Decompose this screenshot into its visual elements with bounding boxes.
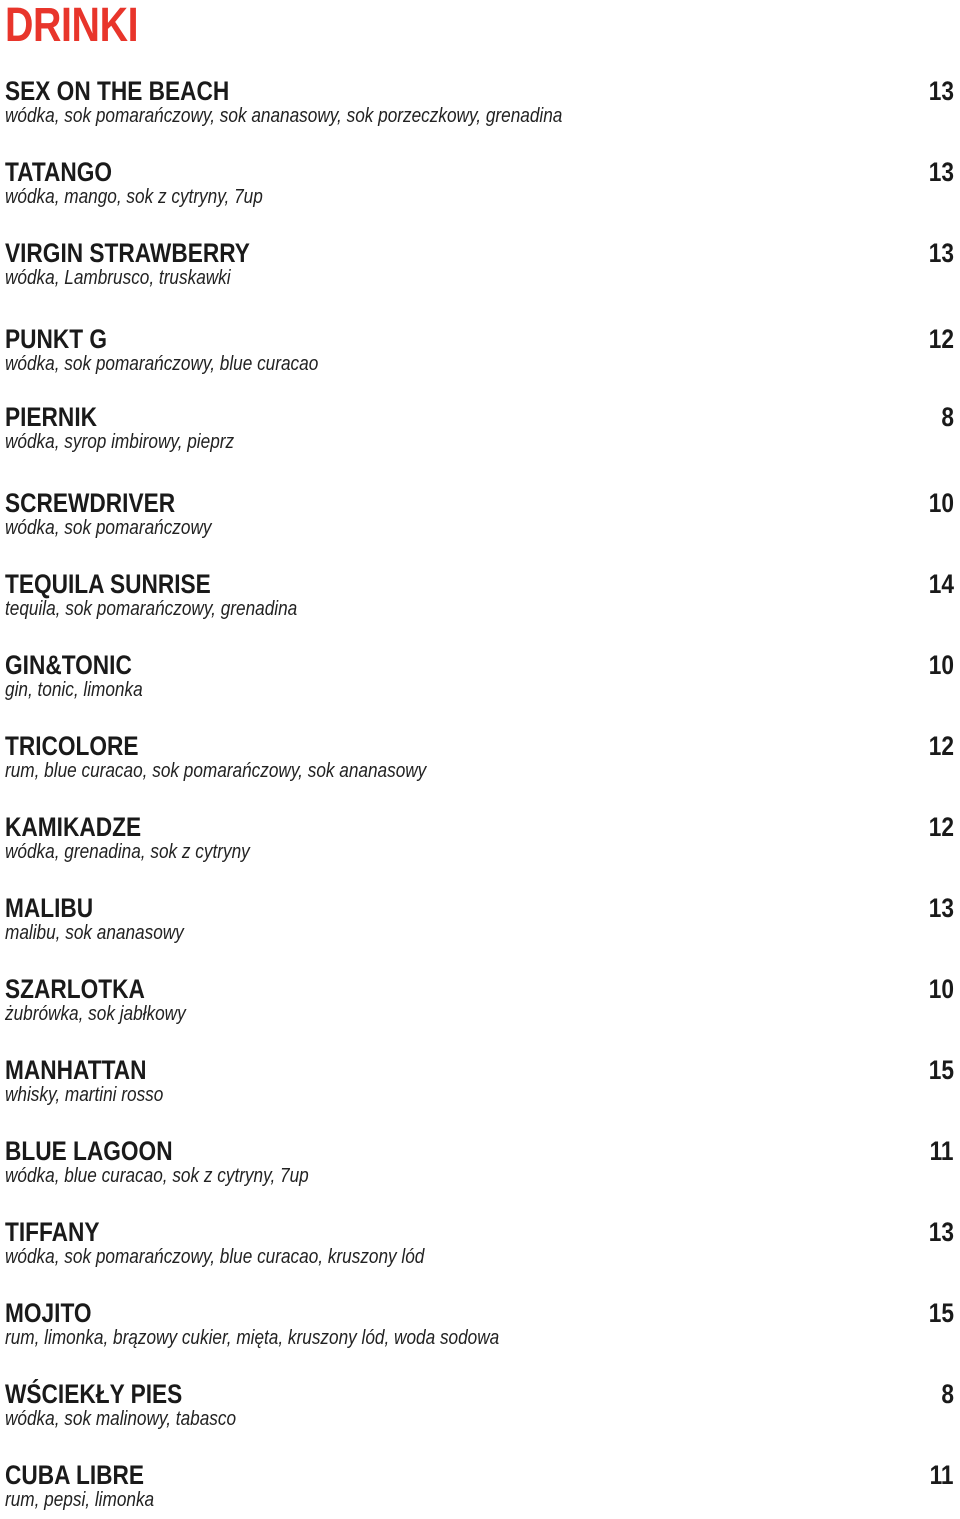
drink-price: 12 [928,812,954,842]
drink-item [0,1459,960,1519]
drink-item [0,487,960,547]
drink-description: rum, blue curacao, sok pomarańczowy, sok ananasowy [5,760,427,782]
drink-name: PUNKT G [5,324,108,354]
drink-description: wódka, blue curacao, sok z cytryny, 7up [5,1165,309,1187]
drink-item [0,1378,960,1438]
drink-item [0,973,960,1033]
drink-item [0,1135,960,1195]
drink-price: 8 [941,402,954,432]
drink-price: 13 [928,1217,954,1247]
drink-description: wódka, sok pomarańczowy [5,517,212,539]
drink-name: TEQUILA SUNRISE [5,569,211,599]
drink-name: PIERNIK [5,402,98,432]
page-title: DRINKI [5,0,139,52]
drink-price: 13 [928,76,954,106]
drink-name: SCREWDRIVER [5,488,176,518]
drink-name: TATANGO [5,157,113,187]
drink-item [0,156,960,216]
drink-name: GIN&TONIC [5,650,132,680]
drink-name: CUBA LIBRE [5,1460,145,1490]
drink-name: SEX ON THE BEACH [5,76,230,106]
drink-item [0,1216,960,1276]
drink-price: 12 [928,324,954,354]
drink-price: 15 [928,1055,954,1085]
drink-item [0,1297,960,1357]
drink-price: 11 [930,1460,954,1490]
drink-item [0,649,960,709]
drink-description: wódka, grenadina, sok z cytryny [5,841,250,863]
drink-price: 13 [928,157,954,187]
drink-price: 15 [928,1298,954,1328]
drink-price: 10 [928,974,954,1004]
drink-description: whisky, martini rosso [5,1084,164,1106]
drink-item [0,568,960,628]
drink-name: WŚCIEKŁY PIES [5,1379,183,1409]
drink-item [0,730,960,790]
drink-item [0,1054,960,1114]
drink-description: rum, limonka, brązowy cukier, mięta, kruszony lód, woda sodowa [5,1327,500,1349]
drink-name: BLUE LAGOON [5,1136,173,1166]
drink-name: MOJITO [5,1298,92,1328]
drink-description: rum, pepsi, limonka [5,1489,155,1511]
drink-description: żubrówka, sok jabłkowy [5,1003,186,1025]
drink-item [0,237,960,297]
drink-price: 11 [930,1136,954,1166]
drink-item [0,75,960,135]
drink-description: wódka, sok pomarańczowy, sok ananasowy, sok porzeczkowy, grenadina [5,105,563,127]
drink-price: 13 [928,238,954,268]
drink-name: MANHATTAN [5,1055,147,1085]
drink-name: MALIBU [5,893,94,923]
drink-price: 8 [941,1379,954,1409]
drink-description: wódka, mango, sok z cytryny, 7up [5,186,263,208]
drink-description: wódka, sok pomarańczowy, blue curacao, kruszony lód [5,1246,425,1268]
drink-description: wódka, syrop imbirowy, pieprz [5,431,235,453]
drink-name: VIRGIN STRAWBERRY [5,238,250,268]
drink-name: TRICOLORE [5,731,139,761]
drink-item [0,892,960,952]
drink-name: KAMIKADZE [5,812,142,842]
drink-item [0,323,960,383]
drink-name: SZARLOTKA [5,974,145,1004]
drink-description: wódka, sok pomarańczowy, blue curacao [5,353,319,375]
drink-item [0,811,960,871]
drink-item [0,401,960,461]
drink-description: gin, tonic, limonka [5,679,143,701]
drink-price: 14 [928,569,954,599]
drink-price: 13 [928,893,954,923]
drink-description: malibu, sok ananasowy [5,922,184,944]
drink-description: wódka, Lambrusco, truskawki [5,267,231,289]
drink-price: 12 [928,731,954,761]
drink-description: tequila, sok pomarańczowy, grenadina [5,598,298,620]
drink-description: wódka, sok malinowy, tabasco [5,1408,237,1430]
drink-price: 10 [928,650,954,680]
drink-name: TIFFANY [5,1217,100,1247]
drink-price: 10 [928,488,954,518]
